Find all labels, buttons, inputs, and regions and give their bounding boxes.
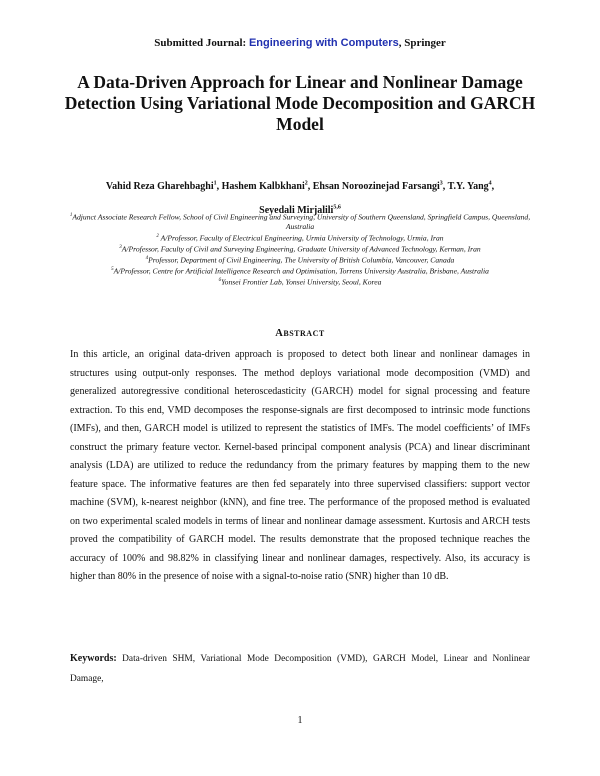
page-number: 1 [297, 715, 303, 726]
keywords-text: Data-driven SHM, Variational Mode Decomposition (VMD), GARCH Model, Linear and Nonlinear Damage, [70, 654, 530, 684]
affiliation: $^3$A/Professor, Faculty of Civil and Surveying Engineering, Graduate University of Advanced Technology, Kerman, Iran [119, 244, 481, 254]
author: Ehsan Noroozinejad Farsangi$^3$, [312, 181, 448, 193]
affiliation: $^4$Professor, Department of Civil Engineering, The University of British Columbia, Vancouver, Canada [145, 255, 455, 265]
author: Hashem Kalbkhani$^2$, [221, 181, 313, 193]
affiliation: $^6$Yonsei Frontier Lab, Yonsei University, Seoul, Korea [218, 277, 382, 287]
abstract-heading: ABSTRACT [275, 328, 325, 339]
author: Seyedali Mirjalili$^{5,6}$ [259, 204, 341, 216]
keywords-label: Keywords: [70, 653, 117, 664]
author: T.Y. Yang$^4$, [447, 181, 495, 193]
abstract-body: In this article, an original data-driven approach is proposed to detect both linear and nonlinear damages in structures using output-only responses. The method deploys variational mode decomposition (VMD) and generalized autoregressive conditional heteroscedasticity (GARCH) model for signal processing and feature extraction. To this end, VMD decomposes the response-signals are first decomposed to intrinsic mode functions (IMFs), and then, GARCH model is utilized to represent the statistics of IMFs. The model coefficients’ of IMFs construct the primary feature vector. Kernel-based principal component analysis (PCA) and linear discriminant analysis (LDA) are utilized to reduce the redundancy from the primary features by mapping them to the new feature space. The informative features are then fed separately into three supervised classifiers: support vector machine (SVM), k-nearest neighbor (kNN), and fine tree. The performance of the proposed method is evaluated on two experimental scaled models in terms of linear and nonlinear damage assessment. Kurtosis and ARCH tests proved the compatibility of GARCH model. The results demonstrate that the proposed technique reaches the accuracy of 100% and 98.82% in classifying linear and nonlinear damages, respectively. Also, its accuracy is higher than 80% in the presence of noise with a signal-to-noise ratio (SNR) higher than 10 dB. [70, 349, 530, 582]
paper-title: A Data-Driven Approach for Linear and Nonlinear Damage Detection Using Variational Mode Decomposition and GARCH Model [64, 72, 536, 134]
affiliation: $^5$A/Professor, Centre for Artificial Intelligence Research and Optimisation, Torrens University Australia, Brisbane, Australia [111, 266, 489, 276]
publisher: , Springer [398, 37, 446, 49]
affiliation: $^1$Adjunct Associate Research Fellow, School of Civil Engineering and Surveying, University of Southern Queensland, Springfield Campus, Queensland, Australia [69, 212, 531, 232]
affiliation: $^2$ A/Professor, Faculty of Electrical Engineering, Urmia University of Technology, Urmia, Iran [156, 233, 444, 243]
author: Vahid Reza Gharehbaghi$^1$, [105, 181, 222, 193]
submission-prefix: Submitted Journal: [154, 37, 247, 49]
submission-header [0, 37, 600, 49]
keywords [70, 649, 530, 689]
journal-name: Engineering with Computers [248, 37, 399, 49]
affiliation-list [66, 211, 534, 287]
